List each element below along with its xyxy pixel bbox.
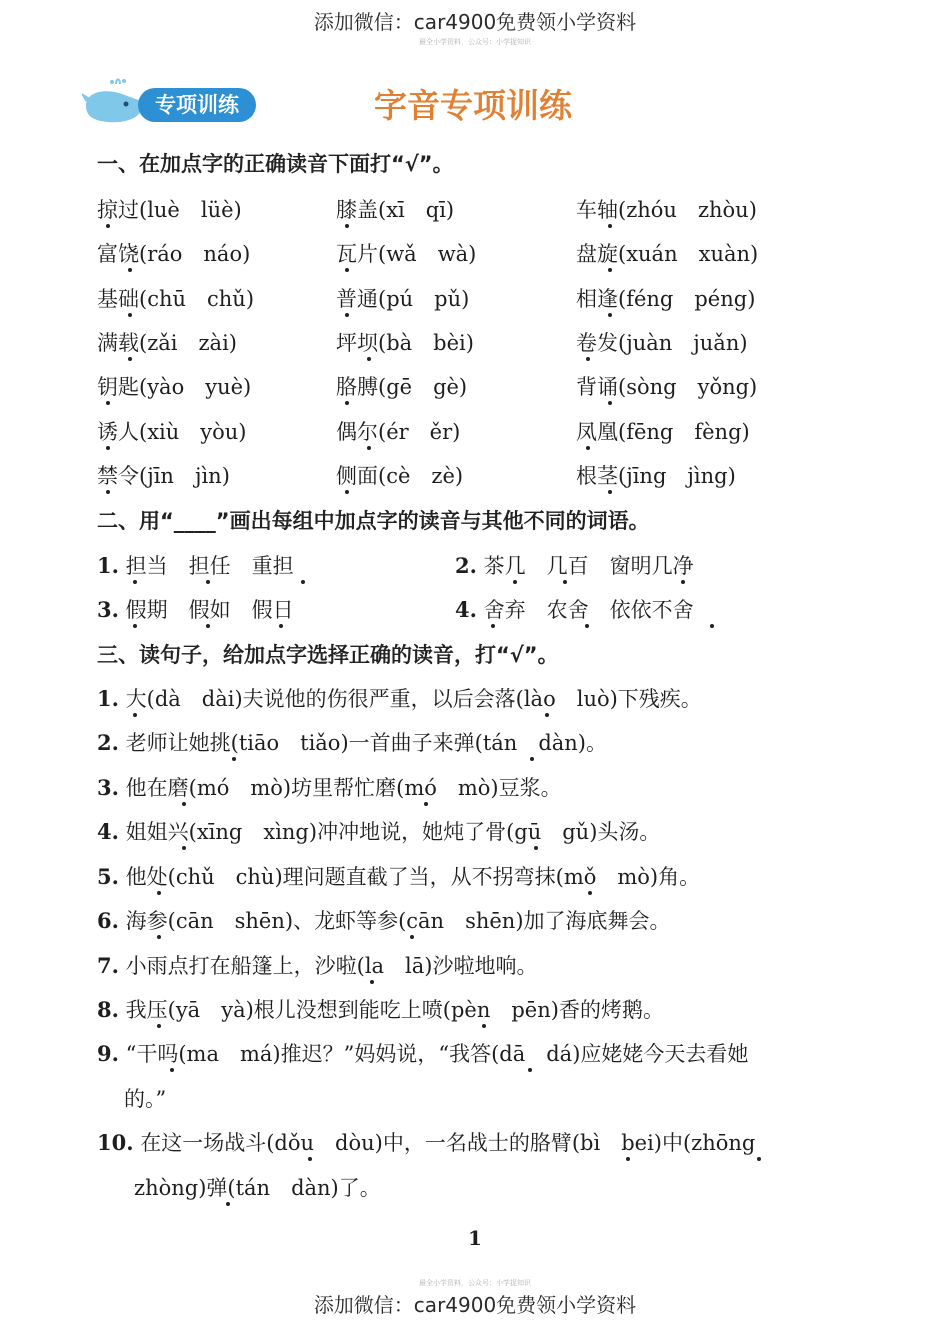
section1-heading: 一、在加点字的正确读音下面打“√”。	[97, 152, 454, 176]
emphasis-dot	[157, 1024, 161, 1028]
sentence-item	[97, 772, 562, 802]
word-item: 偶尔(ér ěr)	[336, 420, 461, 444]
emphasis-dot	[585, 624, 589, 628]
emphasis-dot	[345, 490, 349, 494]
sentence-item	[97, 727, 607, 757]
emphasis-dot	[370, 980, 374, 984]
emphasis-dot	[534, 846, 538, 850]
sentence-continuation: 的。”	[124, 1087, 167, 1111]
emphasis-dot	[513, 580, 517, 584]
emphasis-dot	[106, 401, 110, 405]
emphasis-dot	[170, 1068, 174, 1072]
emphasis-dot	[301, 580, 305, 584]
emphasis-dot	[530, 757, 534, 761]
section3-heading: 三、读句子，给加点字选择正确的读音，打“√”。	[97, 643, 559, 667]
emphasis-dot	[563, 580, 567, 584]
word-item: 诱人(xiù yòu)	[97, 420, 247, 444]
word-item: 普通(pú pǔ)	[336, 287, 470, 311]
emphasis-dot	[424, 802, 428, 806]
watermark-banner-bottom: 添加微信：car4900免费领小学资料	[313, 1293, 637, 1317]
emphasis-dot	[367, 357, 371, 361]
sentence-text: 他在磨(mó mò)坊里帮忙磨(mó mò)豆浆。	[125, 776, 562, 800]
item-number: 2.	[97, 730, 119, 755]
word-item: 胳膊(gē gè)	[336, 375, 468, 399]
item-number: 4.	[97, 819, 119, 844]
emphasis-dot	[157, 891, 161, 895]
sentence-text: 在这一场战斗(dǒu dòu)中，一名战士的胳臂(bì bei)中(zhōng	[140, 1131, 756, 1155]
word-group	[455, 594, 694, 624]
sentence-item	[97, 1127, 755, 1157]
emphasis-dot	[106, 224, 110, 228]
sentence-text: 姐姐兴(xīng xìng)冲冲地说，她炖了骨(gū gǔ)头汤。	[125, 820, 661, 844]
word-item: 钥匙(yào yuè)	[97, 375, 252, 399]
emphasis-dot	[608, 268, 612, 272]
emphasis-dot	[528, 1068, 532, 1072]
item-number: 3.	[97, 597, 119, 622]
item-number: 1.	[97, 553, 119, 578]
emphasis-dot	[206, 624, 210, 628]
badge-label: 专项训练	[138, 88, 256, 122]
emphasis-dot	[345, 268, 349, 272]
item-number: 10.	[97, 1130, 134, 1155]
sentence-item	[97, 1038, 748, 1068]
emphasis-dot	[182, 802, 186, 806]
word-item: 富饶(ráo náo)	[97, 242, 251, 266]
emphasis-dot	[133, 624, 137, 628]
word-item: 侧面(cè zè)	[336, 464, 464, 488]
sentence-text: 海参(cān shēn)、龙虾等参(cān shēn)加了海底舞会。	[125, 909, 671, 933]
emphasis-dot	[106, 490, 110, 494]
group-text: 担当 担任 重担	[125, 554, 294, 578]
emphasis-dot	[226, 1202, 230, 1206]
sentence-item	[97, 994, 664, 1024]
emphasis-dot	[345, 401, 349, 405]
item-number: 6.	[97, 908, 119, 933]
emphasis-dot	[128, 313, 132, 317]
word-item: 盘旋(xuán xuàn)	[576, 242, 759, 266]
emphasis-dot	[545, 713, 549, 717]
word-item: 满载(zǎi zài)	[97, 331, 237, 355]
sentence-text: 我压(yā yà)根儿没想到能吃上喷(pèn pēn)香的烤鹅。	[125, 998, 664, 1022]
emphasis-dot	[482, 1024, 486, 1028]
word-item: 根茎(jīng jìng)	[576, 464, 736, 488]
emphasis-dot	[626, 1157, 630, 1161]
group-text: 舍弃 农舍 依依不舍	[483, 598, 694, 622]
sentence-text: 老师让她挑(tiāo tiǎo)一首曲子来弹(tán dàn)。	[125, 731, 608, 755]
word-item: 背诵(sòng yǒng)	[576, 375, 758, 399]
word-item: 车轴(zhóu zhòu)	[576, 198, 757, 222]
item-number: 3.	[97, 775, 119, 800]
emphasis-dot	[608, 490, 612, 494]
emphasis-dot	[586, 446, 590, 450]
emphasis-dot	[345, 313, 349, 317]
group-text: 假期 假如 假日	[125, 598, 294, 622]
group-text: 茶几 几百 窗明几净	[483, 554, 694, 578]
item-number: 5.	[97, 864, 119, 889]
section2-heading: 二、用“____”画出每组中加点字的读音与其他不同的词语。	[97, 509, 650, 533]
word-item: 凤凰(fēng fèng)	[576, 420, 750, 444]
sentence-continuation: zhòng)弹(tán dàn)了。	[134, 1176, 381, 1200]
emphasis-dot	[710, 624, 714, 628]
sentence-item	[97, 683, 702, 713]
word-item: 坪坝(bà bèi)	[336, 331, 474, 355]
word-item: 瓦片(wǎ wà)	[336, 242, 477, 266]
emphasis-dot	[608, 224, 612, 228]
sentence-item	[97, 861, 700, 891]
emphasis-dot	[608, 313, 612, 317]
emphasis-dot	[757, 1157, 761, 1161]
item-number: 1.	[97, 686, 119, 711]
sentence-text: 大(dà dài)夫说他的伤很严重，以后会落(lào luò)下残疾。	[125, 687, 702, 711]
word-item: 禁令(jīn jìn)	[97, 464, 230, 488]
sentence-item	[97, 905, 671, 935]
word-item: 膝盖(xī qī)	[336, 198, 455, 222]
item-number: 8.	[97, 997, 119, 1022]
sentence-item	[97, 950, 537, 980]
page-title: 字音专项训练	[374, 86, 572, 125]
sentence-text: “干吗(ma má)推迟？”妈妈说，“我答(dā dá)应姥姥今天去看她	[125, 1042, 749, 1066]
emphasis-dot	[128, 268, 132, 272]
emphasis-dot	[232, 757, 236, 761]
item-number: 9.	[97, 1041, 119, 1066]
emphasis-dot	[367, 446, 371, 450]
word-item: 掠过(luè lüè)	[97, 198, 242, 222]
word-group	[97, 594, 294, 624]
word-group	[97, 550, 294, 580]
sentence-item	[97, 816, 660, 846]
emphasis-dot	[588, 891, 592, 895]
emphasis-dot	[308, 1157, 312, 1161]
emphasis-dot	[608, 401, 612, 405]
emphasis-dot	[410, 935, 414, 939]
sentence-text: 小雨点打在船篷上，沙啦(la lā)沙啦地响。	[125, 954, 538, 978]
emphasis-dot	[206, 580, 210, 584]
emphasis-dot	[182, 846, 186, 850]
faint-watermark-bottom: 最全小学资料，公众号：小学捉知识	[419, 1279, 531, 1287]
word-item: 基础(chū chǔ)	[97, 287, 255, 311]
word-item: 相逢(féng péng)	[576, 287, 756, 311]
emphasis-dot	[345, 224, 349, 228]
emphasis-dot	[133, 580, 137, 584]
emphasis-dot	[681, 580, 685, 584]
item-number: 2.	[455, 553, 477, 578]
emphasis-dot	[279, 624, 283, 628]
emphasis-dot	[133, 713, 137, 717]
emphasis-dot	[106, 446, 110, 450]
item-number: 7.	[97, 953, 119, 978]
word-item: 卷发(juàn juǎn)	[576, 331, 748, 355]
item-number: 4.	[455, 597, 477, 622]
emphasis-dot	[586, 357, 590, 361]
sentence-text: 他处(chǔ chù)理问题直截了当，从不拐弯抹(mǒ mò)角。	[125, 865, 701, 889]
page-number: 1	[468, 1226, 482, 1250]
emphasis-dot	[128, 357, 132, 361]
emphasis-dot	[157, 935, 161, 939]
word-group	[455, 550, 694, 580]
emphasis-dot	[491, 624, 495, 628]
faint-watermark-top: 最全小学资料，公众号：小学捉知识	[419, 38, 531, 46]
watermark-banner-top: 添加微信：car4900免费领小学资料	[313, 10, 637, 34]
